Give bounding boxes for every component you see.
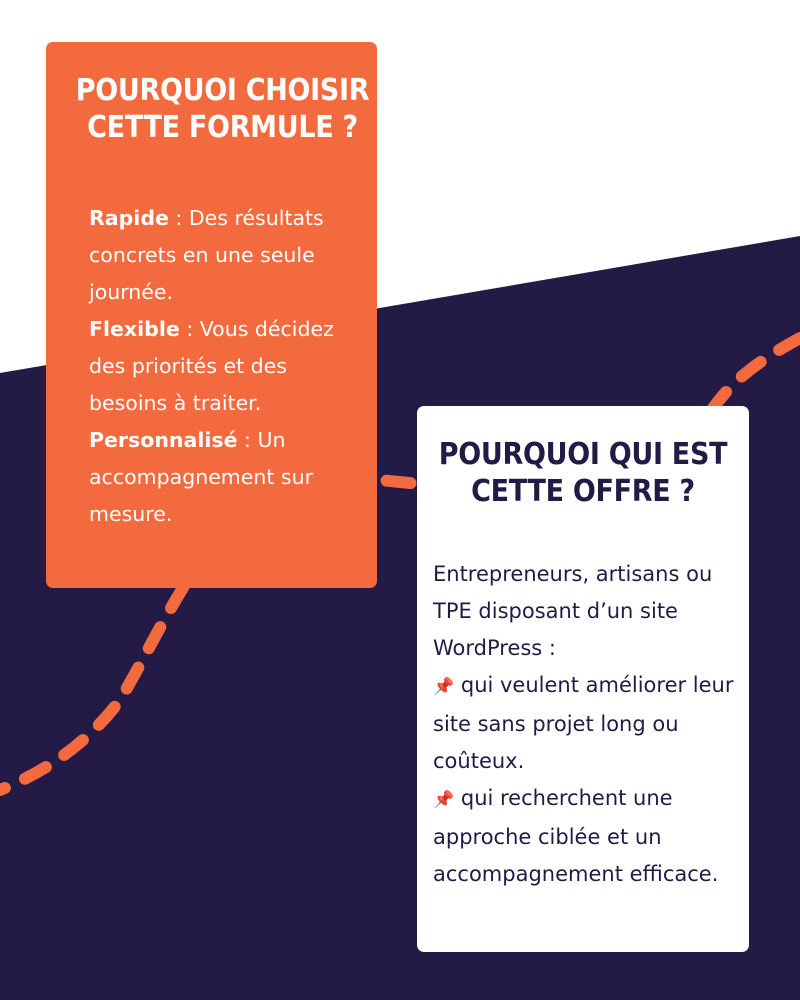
list-item xyxy=(433,780,743,893)
intro-text: Entrepreneurs, artisans ou TPE disposant d’un site WordPress : xyxy=(433,562,713,660)
list-item xyxy=(89,422,371,533)
item-term: Personnalisé xyxy=(89,428,238,452)
item-text: Des résultats concrets en une seule journée. xyxy=(89,206,324,304)
item-term: Rapide xyxy=(89,206,169,230)
item-text: Un accompagnement sur mesure. xyxy=(89,428,314,526)
why-choose-list xyxy=(89,200,371,533)
target-audience-title: POURQUOI QUI EST CETTE OFFRE ? xyxy=(438,437,728,509)
list-item xyxy=(89,200,371,311)
item-separator: : xyxy=(168,206,189,230)
item-term: Flexible xyxy=(89,317,180,341)
list-item xyxy=(433,667,743,780)
pushpin-icon: 📌 xyxy=(433,790,455,810)
why-choose-title: POURQUOI CHOISIR CETTE FORMULE ? xyxy=(75,73,370,145)
item-separator: : xyxy=(237,428,258,452)
item-text: Vous décidez des priorités et des besoins à traiter. xyxy=(89,317,334,415)
target-audience-text xyxy=(433,556,743,893)
list-item xyxy=(89,311,371,422)
item-separator: : xyxy=(179,317,200,341)
item-text: qui recherchent une approche ciblée et un accompagnement efficace. xyxy=(433,786,719,886)
target-audience-card xyxy=(417,406,749,952)
why-choose-card xyxy=(46,42,377,588)
pushpin-icon: 📌 xyxy=(433,677,455,697)
item-text: qui veulent améliorer leur site sans projet long ou coûteux. xyxy=(433,673,734,773)
